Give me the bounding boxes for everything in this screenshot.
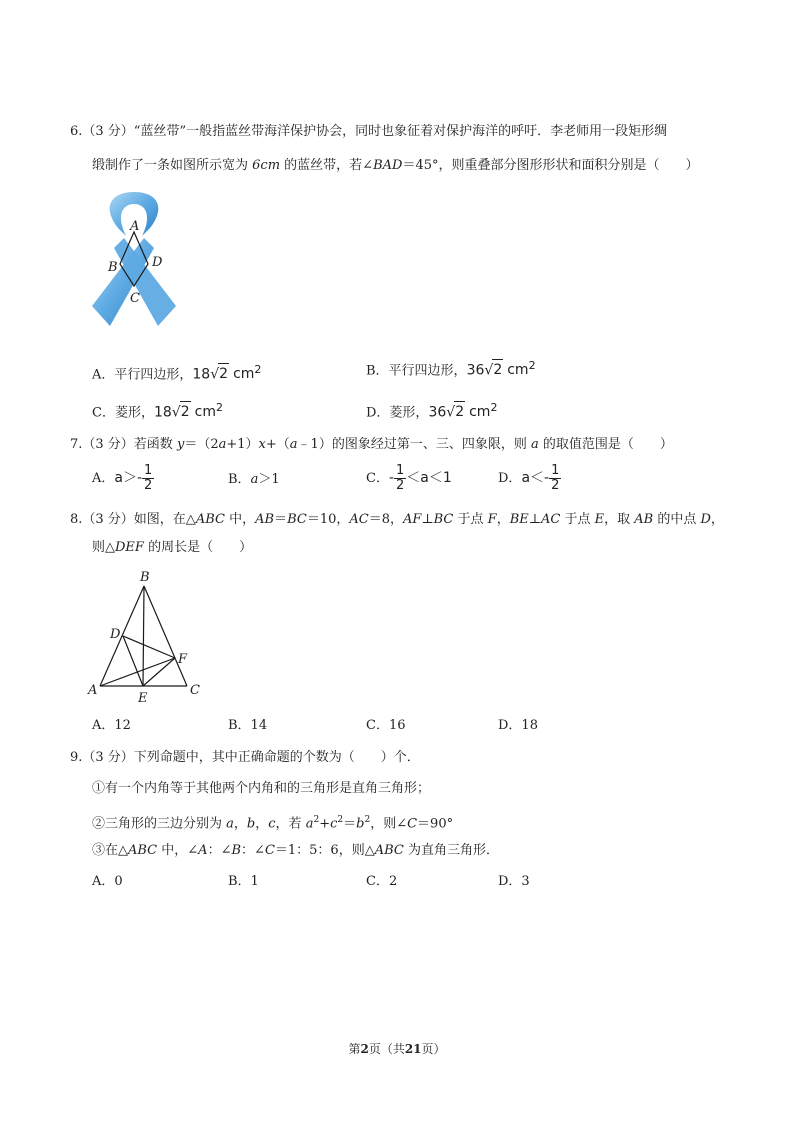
- q8-l1-a: 8.（3 分）如图，在△: [70, 512, 196, 527]
- q7-option-b: [228, 470, 280, 490]
- q8-l1-k: ，取: [604, 512, 635, 527]
- q6-option-d-unit: cm: [469, 404, 491, 421]
- q8-ac: AC: [349, 512, 369, 527]
- q9-eq-exp3: 2: [364, 815, 371, 825]
- q7-var-a3: a: [530, 437, 539, 452]
- q7-option-a-var: a: [114, 470, 123, 486]
- q6-option-a-unit: cm: [233, 366, 255, 383]
- footer-total-pages: 21: [404, 1042, 422, 1056]
- blue-ribbon-figure: [88, 188, 180, 334]
- q9-option-c: C．2: [366, 874, 398, 889]
- ribbon-label-d: D: [152, 255, 163, 270]
- q8-l1-e: ＝8，: [368, 512, 403, 527]
- q7-option-c-fraction: [394, 464, 406, 493]
- q7-option-a: [92, 464, 154, 493]
- q9-statement-1: ①有一个内角等于其他两个内角和的三角形是直角三角形；: [92, 781, 431, 796]
- q8-be: BE: [509, 512, 529, 527]
- q7-option-a-num: 1: [144, 463, 153, 478]
- q7-option-c-den: 2: [396, 478, 405, 493]
- q7-option-c-sign: -: [388, 470, 395, 486]
- q9-s3-angle-b: B: [231, 843, 242, 858]
- q6-option-a-radicand: 2: [218, 363, 229, 384]
- q7-option-d-num: 1: [551, 463, 560, 478]
- q9-s3-a: ③在△: [92, 843, 128, 858]
- q8-l1-m: ，: [710, 512, 724, 527]
- q6-width-value: 6cm: [252, 158, 281, 173]
- q8-option-a: A．12: [92, 718, 131, 733]
- q9-s2-var-b: b: [246, 816, 256, 832]
- q8-l1-f: ⊥: [421, 512, 434, 527]
- q7-option-d-sign: -: [544, 470, 550, 486]
- q8-ac2: AC: [540, 512, 561, 527]
- q8-line2: [92, 538, 252, 558]
- q9-s2-angle-c: C: [407, 816, 418, 832]
- q8-line1: [70, 510, 724, 530]
- tri-label-e: E: [138, 691, 148, 706]
- q7-option-a-den: 2: [144, 478, 153, 493]
- ribbon-label-a: A: [130, 219, 140, 234]
- triangle-figure: [86, 566, 206, 706]
- segment-ef: [143, 658, 175, 686]
- q7-option-a-rel: ＞: [122, 470, 137, 486]
- q9-s2-b: ，若: [275, 816, 306, 832]
- q8-l1-b: 中，: [224, 512, 256, 527]
- q7-stem: [70, 435, 673, 455]
- q7-t6: 的取值范围是（ ）: [538, 437, 673, 452]
- q8-def: DEF: [115, 540, 144, 555]
- tri-label-a: A: [88, 683, 98, 698]
- q8-l1-j: 于点: [560, 512, 595, 527]
- q7-var-a1: a: [218, 437, 227, 452]
- q6-option-a-label: A．平行四边形，: [92, 367, 193, 383]
- q7-option-c-rel1: ＜: [406, 470, 421, 486]
- q8-d: D: [700, 512, 711, 527]
- q6-line2: [92, 156, 698, 176]
- q7-option-b-var: a: [250, 472, 259, 487]
- q6-option-b-exp: 2: [528, 359, 536, 372]
- q7-option-c-num: 1: [396, 463, 405, 478]
- tri-label-f: F: [178, 652, 188, 667]
- q7-option-c-label: C．: [366, 471, 389, 486]
- q6-option-b-radicand: 2: [492, 359, 503, 380]
- q6-option-c-label: C．菱形，: [92, 405, 154, 421]
- q7-t5: ﹣1）的图象经过第一、三、四象限，则: [297, 437, 531, 452]
- q9-eq-b: b: [356, 816, 365, 832]
- q7-option-d-var: a: [521, 470, 531, 486]
- q6-line2-c: ＝45°，则重叠部分图形形状和面积分别是（ ）: [402, 158, 699, 173]
- q7-option-c-rel2: ＜1: [428, 470, 452, 486]
- footer-current-page: 2: [360, 1042, 369, 1056]
- q9-s3-abc: ABC: [128, 843, 158, 858]
- q7-option-d: [498, 464, 561, 493]
- q6-line2-b: 的蓝丝带，若∠: [280, 158, 374, 173]
- q8-l1-c: ＝: [274, 512, 288, 527]
- q6-option-d: D．菱形，36√2 $cm^2$: [366, 401, 498, 421]
- q9-s3-angle-a: A: [198, 843, 208, 858]
- q9-statement-2: [92, 810, 453, 834]
- q6-option-d-label: D．菱形，: [366, 405, 429, 421]
- q9-s2-c: ，则∠: [370, 816, 408, 832]
- q6-option-c: C．菱形，18√2 $cm^2$: [92, 401, 223, 421]
- q7-t4: +（: [265, 437, 290, 452]
- q9-s2-a: ②三角形的三边分别为: [92, 816, 227, 832]
- tri-label-c: C: [190, 683, 200, 698]
- q8-l2-a: 则△: [92, 540, 115, 555]
- q6-angle-name: BAD: [373, 158, 403, 173]
- q8-l1-g: 于点: [453, 512, 488, 527]
- q6-option-c-radicand: 2: [180, 401, 191, 422]
- q6-line1-text: 6.（3 分）“蓝丝带”一般指蓝丝带海洋保护协会，同时也象征着对保护海洋的呼吁．李老师用一段矩形绸: [70, 124, 668, 139]
- footer-p3: 页）: [421, 1042, 446, 1056]
- q6-option-b-label: B．平行四边形，: [366, 363, 467, 379]
- q6-option-c-unit: cm: [194, 404, 216, 421]
- q7-option-c-var: a: [420, 470, 429, 486]
- q8-e: E: [594, 512, 605, 527]
- q8-l1-i: ⊥: [528, 512, 541, 527]
- q7-t1: 7.（3 分）若函数: [70, 437, 177, 452]
- q8-l1-d: ＝10，: [306, 512, 350, 527]
- q8-ab2: AB: [634, 512, 654, 527]
- q8-l1-h: ，: [496, 512, 510, 527]
- q6-option-b-coef: 36: [466, 362, 485, 379]
- q6-option-c-coef: 18: [153, 404, 172, 421]
- tri-label-d: D: [110, 627, 121, 642]
- q9-s2-d: ＝90°: [417, 816, 454, 832]
- q9-eq-plus: +: [319, 816, 331, 832]
- q6-line2-a: 缎制作了一条如图所示宽为: [92, 158, 253, 173]
- q9-eq-a: a: [305, 816, 314, 832]
- q8-af: AF: [402, 512, 422, 527]
- q8-f: F: [487, 512, 497, 527]
- tri-label-b: B: [140, 570, 150, 585]
- q7-option-b-rest: ＞1: [258, 472, 280, 487]
- q7-option-d-fraction: [549, 464, 561, 493]
- q8-option-d: D．18: [498, 718, 538, 733]
- q7-option-c: [366, 464, 452, 493]
- q9-stem: 9.（3 分）下列命题中，其中正确命题的个数为（ ）个．: [70, 750, 420, 765]
- q7-option-a-fraction: [142, 464, 154, 493]
- q9-statement-3: [92, 841, 499, 861]
- q8-ab: AB: [255, 512, 275, 527]
- q9-s3-c: ：∠: [207, 843, 232, 858]
- q6-option-b: B．平行四边形，36√2 $cm^2$: [366, 359, 536, 379]
- q6-option-a-coef: 18: [192, 366, 211, 383]
- q9-s2-comma2: ，: [255, 816, 269, 832]
- q6-line1: [70, 122, 667, 142]
- q9-option-b: B．1: [228, 874, 259, 889]
- q6-option-c-exp: 2: [215, 401, 223, 414]
- q9-s3-f: 为直角三角形．: [403, 843, 499, 858]
- q9-s3-e: ＝1：5：6，则△: [274, 843, 375, 858]
- segment-be: [143, 586, 144, 686]
- q7-var-x: x: [258, 437, 266, 452]
- q9-eq-c: c: [330, 816, 338, 832]
- q7-option-d-den: 2: [551, 478, 560, 493]
- q7-option-d-rel: ＜: [530, 470, 545, 486]
- footer-p2: 页（共: [368, 1042, 405, 1056]
- q7-option-d-label: D．: [498, 471, 522, 486]
- q8-bc2: BC: [433, 512, 454, 527]
- q7-var-y: y: [176, 437, 185, 452]
- q9-s2-var-c: c: [268, 816, 276, 832]
- ribbon-label-b: B: [108, 260, 118, 275]
- q9-option-d: D．3: [498, 874, 530, 889]
- q8-option-b: B．14: [228, 718, 268, 733]
- ribbon-label-c: C: [130, 291, 140, 306]
- q7-option-a-sign: -: [136, 470, 143, 486]
- q6-option-d-coef: 36: [428, 404, 447, 421]
- q8-option-c: C．16: [366, 718, 406, 733]
- q7-var-a2: a: [289, 437, 298, 452]
- q9-option-a: A．0: [92, 874, 123, 889]
- q9-s3-abc2: ABC: [374, 843, 404, 858]
- q8-l1-l: 的中点: [653, 512, 701, 527]
- q6-option-a-exp: 2: [254, 363, 262, 376]
- q7-t2: ＝（2: [184, 437, 219, 452]
- q8-abc: ABC: [195, 512, 225, 527]
- footer-p1: 第: [348, 1042, 361, 1056]
- q7-option-b-label: B．: [228, 472, 251, 487]
- q9-eq-equals: ＝: [343, 816, 357, 832]
- q8-bc: BC: [287, 512, 307, 527]
- q9-eq-exp2: 2: [337, 815, 344, 825]
- q6-option-b-unit: cm: [507, 362, 529, 379]
- q9-s3-b: 中，∠: [157, 843, 199, 858]
- segment-bc: [144, 586, 187, 686]
- q7-option-a-label: A．: [92, 471, 115, 486]
- q9-s3-angle-c: C: [264, 843, 275, 858]
- q6-option-d-radicand: 2: [454, 401, 465, 422]
- q7-t3: +1）: [226, 437, 259, 452]
- q6-option-d-exp: 2: [490, 401, 498, 414]
- page-footer: [0, 1040, 794, 1057]
- q9-eq-exp1: 2: [313, 815, 320, 825]
- q6-option-a: A．平行四边形，18√2 $cm^2$: [92, 363, 262, 383]
- q9-s2-var-a: a: [226, 816, 234, 832]
- q9-s2-comma1: ，: [233, 816, 247, 832]
- q8-l2-b: 的周长是（ ）: [143, 540, 253, 555]
- q9-s3-d: ：∠: [241, 843, 265, 858]
